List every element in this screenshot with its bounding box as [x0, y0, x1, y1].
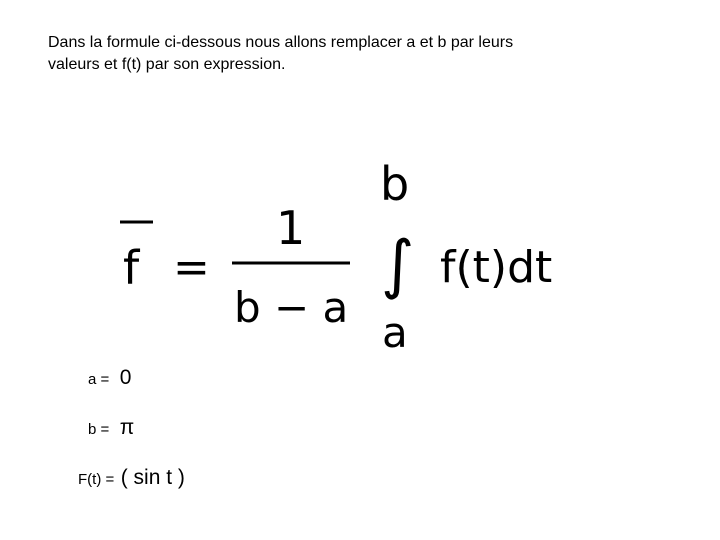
f-value-row [78, 466, 185, 490]
intro-line-1: Dans la formule ci-dessous nous allons remplacer a et b par leurs [48, 34, 514, 51]
fraction-denominator: b − a [234, 283, 349, 332]
integral-sign: ∫ [381, 228, 415, 302]
lower-limit: a [382, 308, 408, 357]
equals-sign: = [173, 242, 210, 293]
a-value: 0 [119, 366, 132, 389]
f-value: ( sin t ) [120, 466, 185, 489]
integrand: f(t)dt [440, 242, 553, 293]
a-label: a = [88, 371, 110, 388]
a-value-row [88, 366, 131, 390]
f-label: F(t) = [78, 471, 115, 488]
b-value-row [88, 416, 134, 440]
b-label: b = [88, 421, 110, 438]
b-value: π [119, 416, 135, 439]
upper-limit: b [380, 157, 410, 211]
intro-line-2: valeurs et f(t) par son expression. [48, 56, 286, 73]
fraction-numerator: 1 [276, 201, 306, 255]
f-bar-symbol: f [123, 241, 140, 295]
